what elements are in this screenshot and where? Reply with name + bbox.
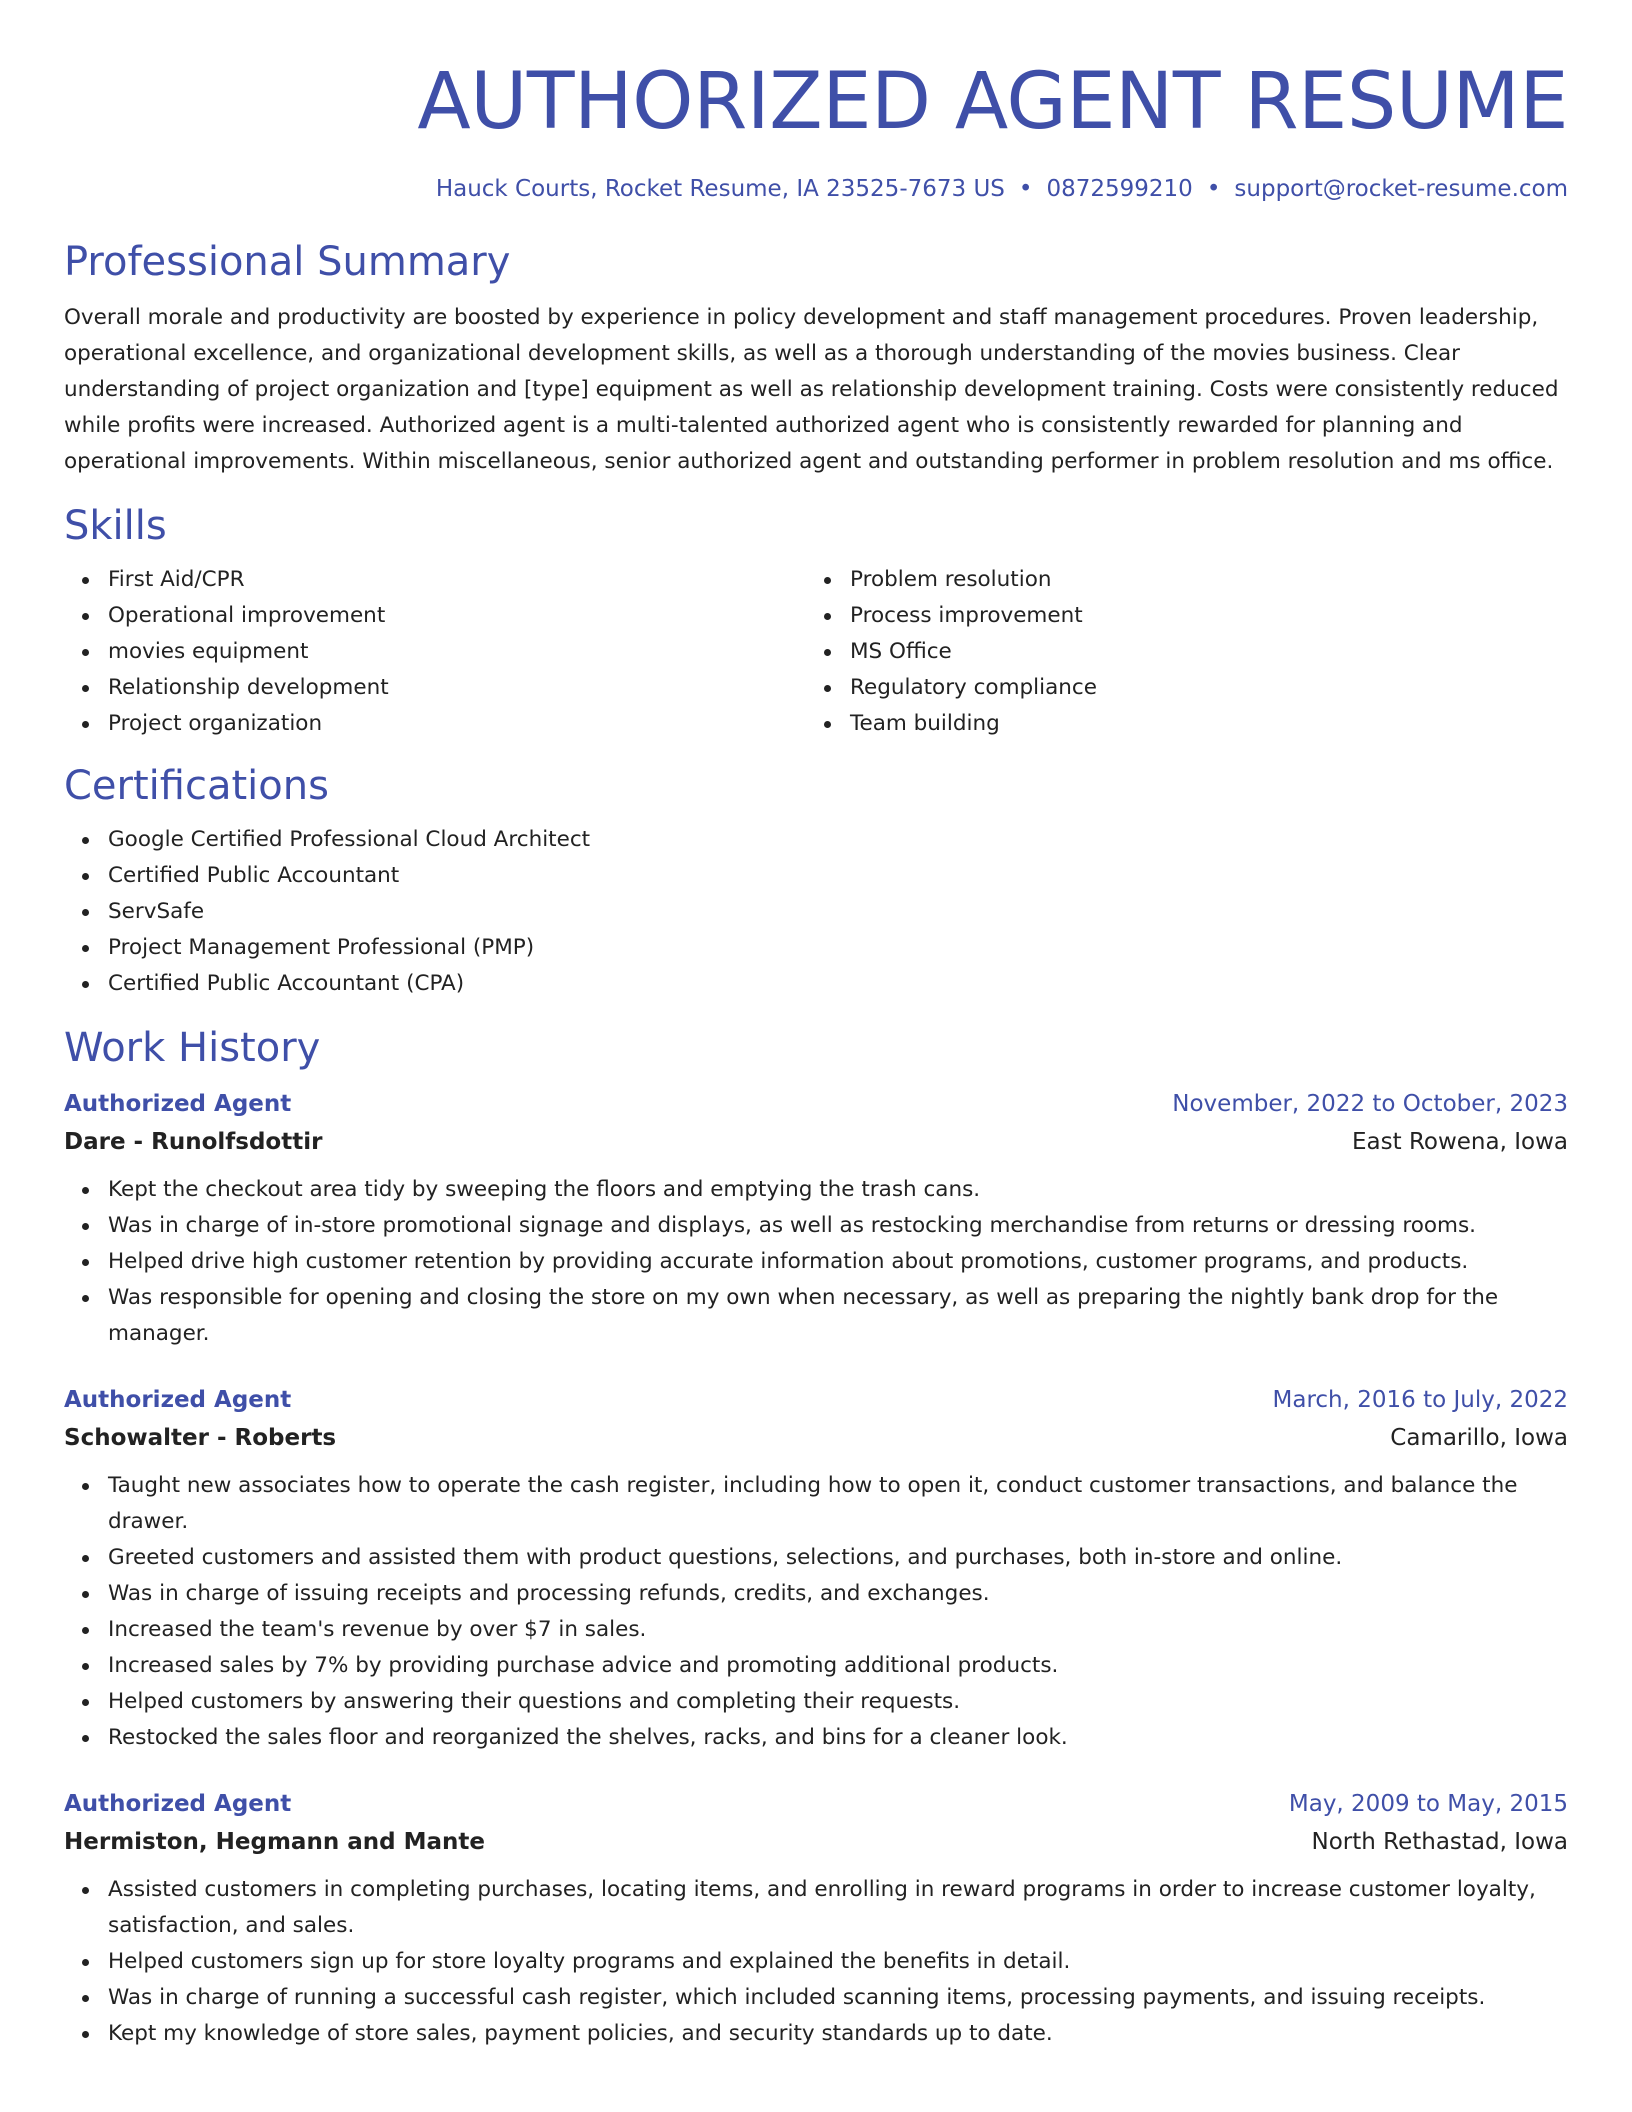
job-duty: Was in charge of running a successful cash register, which included scanning items, processing payments, and issuing receipts. (108, 1980, 1568, 2016)
contact-line (64, 174, 1568, 204)
contact-email[interactable]: support@rocket-resume.com (1234, 176, 1568, 202)
job-company-row (64, 1822, 1568, 1862)
job-duty: Helped drive high customer retention by providing accurate information about promotions, customer programs, and products. (108, 1244, 1568, 1280)
skills-list-right (806, 562, 1548, 742)
skill-item: Operational improvement (108, 598, 806, 634)
job-dates: November, 2022 to October, 2023 (1172, 1091, 1568, 1117)
skill-item: movies equipment (108, 634, 806, 670)
certification-item: Certified Public Accountant (CPA) (108, 966, 1568, 1002)
contact-address: Hauck Courts, Rocket Resume, IA 23525-7673 US (435, 176, 1005, 202)
job-title-row (64, 1086, 1568, 1122)
skills-grid (64, 562, 1568, 742)
job-entry (64, 1086, 1568, 1352)
job-duty: Kept the checkout area tidy by sweeping the floors and emptying the trash cans. (108, 1172, 1568, 1208)
job-company: Hermiston, Hegmann and Mante (64, 1829, 485, 1855)
certification-item: ServSafe (108, 894, 1568, 930)
job-location: Camarillo, Iowa (1390, 1425, 1568, 1451)
job-entry (64, 1786, 1568, 2052)
contact-separator: • (1018, 176, 1033, 202)
skill-item: Process improvement (850, 598, 1548, 634)
certification-item: Project Management Professional (PMP) (108, 930, 1568, 966)
section-heading-summary: Professional Summary (64, 239, 511, 285)
job-duty: Was in charge of in-store promotional signage and displays, as well as restocking merchandise from returns or dressing rooms. (108, 1208, 1568, 1244)
job-duties-list (64, 1172, 1568, 1352)
contact-phone: 0872599210 (1046, 176, 1193, 202)
skill-item: Regulatory compliance (850, 670, 1548, 706)
section-heading-work-history: Work History (64, 1025, 321, 1071)
job-company-row (64, 1122, 1568, 1162)
job-duty: Restocked the sales floor and reorganized the shelves, racks, and bins for a cleaner look. (108, 1720, 1568, 1756)
job-company: Schowalter - Roberts (64, 1425, 337, 1451)
job-location: North Rethastad, Iowa (1311, 1829, 1568, 1855)
job-duty: Kept my knowledge of store sales, payment policies, and security standards up to date. (108, 2016, 1568, 2052)
summary-paragraph: Overall morale and productivity are boosted by experience in policy development and staff management procedures. Proven leadership, operational excellence, and organizational development skills, as well as a thorough understanding of the movies business. Clear understanding of project organization and [type] equipment as well as relationship development training. Costs were consistently reduced while profits were increased. Authorized agent is a multi-talented authorized agent who is consistently rewarded for planning and operational improvements. Within miscellaneous, senior authorized agent and outstanding performer in problem resolution and ms office. (64, 305, 1559, 474)
skills-list-left (64, 562, 806, 742)
section-heading-skills: Skills (64, 503, 167, 549)
skill-item: MS Office (850, 634, 1548, 670)
job-location: East Rowena, Iowa (1352, 1129, 1568, 1155)
resume-page (64, 0, 1568, 2052)
job-duty: Assisted customers in completing purchases, locating items, and enrolling in reward programs in order to increase customer loyalty, satisfaction, and sales. (108, 1872, 1568, 1944)
job-dates: March, 2016 to July, 2022 (1272, 1387, 1568, 1413)
skill-item: Project organization (108, 706, 806, 742)
job-title: Authorized Agent (64, 1387, 292, 1413)
certification-item: Google Certified Professional Cloud Architect (108, 822, 1568, 858)
job-duty: Increased the team's revenue by over $7 in sales. (108, 1612, 1568, 1648)
section-heading-certifications: Certifications (64, 763, 329, 809)
skill-item: Relationship development (108, 670, 806, 706)
skill-item: First Aid/CPR (108, 562, 806, 598)
job-company: Dare - Runolfsdottir (64, 1129, 323, 1155)
skill-item: Problem resolution (850, 562, 1548, 598)
job-dates: May, 2009 to May, 2015 (1288, 1791, 1568, 1817)
skill-item: Team building (850, 706, 1548, 742)
job-title: Authorized Agent (64, 1091, 292, 1117)
job-duty: Was in charge of issuing receipts and processing refunds, credits, and exchanges. (108, 1576, 1568, 1612)
job-duty: Increased sales by 7% by providing purchase advice and promoting additional products. (108, 1648, 1568, 1684)
job-company-row (64, 1418, 1568, 1458)
job-duty: Helped customers by answering their questions and completing their requests. (108, 1684, 1568, 1720)
contact-separator: • (1206, 176, 1221, 202)
certification-item: Certified Public Accountant (108, 858, 1568, 894)
job-duties-list (64, 1872, 1568, 2052)
job-title: Authorized Agent (64, 1791, 292, 1817)
job-duty: Helped customers sign up for store loyalty programs and explained the benefits in detail. (108, 1944, 1568, 1980)
job-duty: Greeted customers and assisted them with product questions, selections, and purchases, both in-store and online. (108, 1540, 1568, 1576)
job-title-row (64, 1382, 1568, 1418)
job-duties-list (64, 1468, 1568, 1756)
job-duty: Taught new associates how to operate the cash register, including how to open it, conduct customer transactions, and balance the drawer. (108, 1468, 1568, 1540)
resume-title: AUTHORIZED AGENT RESUME (417, 57, 1568, 147)
job-entry (64, 1382, 1568, 1756)
job-duty: Was responsible for opening and closing the store on my own when necessary, as well as preparing the nightly bank drop for the manager. (108, 1280, 1568, 1352)
certifications-list (64, 822, 1568, 1002)
job-title-row (64, 1786, 1568, 1822)
